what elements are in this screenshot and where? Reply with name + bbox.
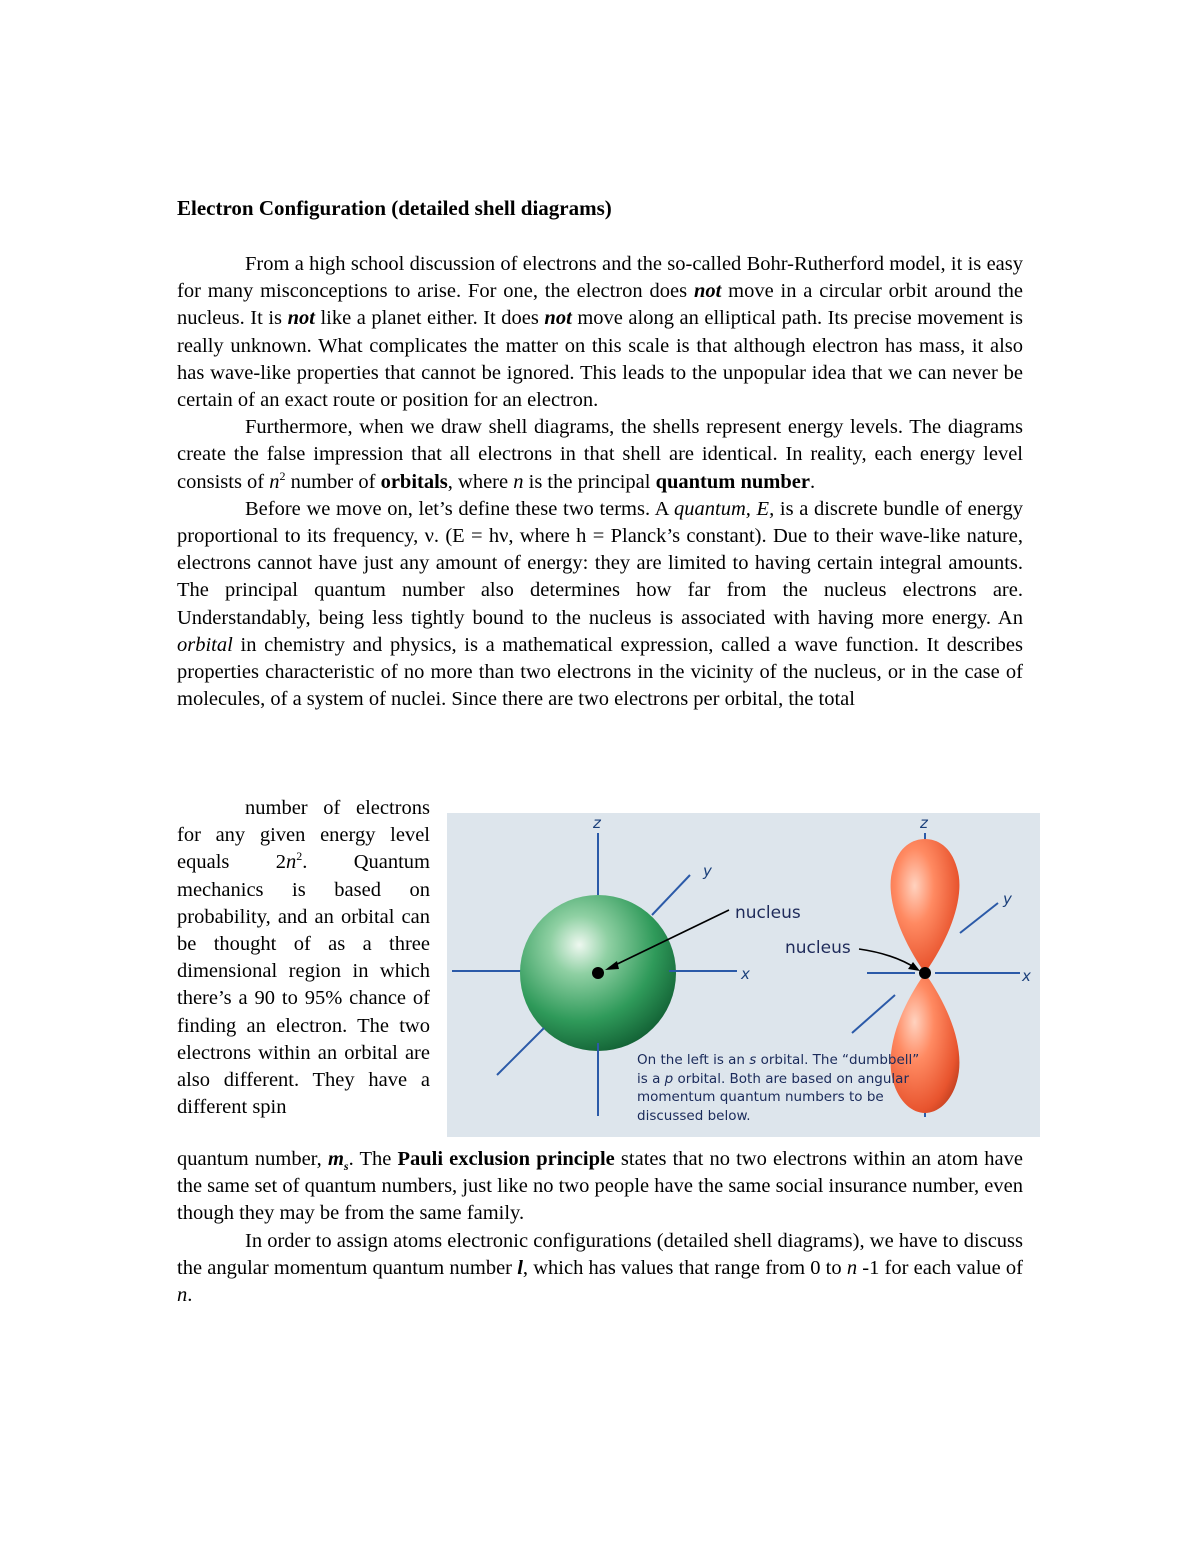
text-run: number of electrons for any given energy level equals 2 xyxy=(177,797,430,874)
s-z-label: z xyxy=(593,814,601,832)
text-run: quantum number xyxy=(655,470,810,493)
text-run: not xyxy=(544,307,572,330)
text-run: n xyxy=(177,1284,188,1307)
body-text-top xyxy=(177,251,1023,713)
text-run: in chemistry and physics, is a mathematical expression, called a wave function. It describes properties characteristic of no more than two electrons in the vicinity of the nucleus, or in the case of molecules, of a system of nuclei. Since there are two electrons per orbital, the total xyxy=(177,633,1023,711)
text-run: -1 for each value of xyxy=(857,1256,1024,1279)
text-run: 2 xyxy=(279,468,286,483)
text-run: quantum, E, xyxy=(674,497,775,520)
p-x-label: x xyxy=(1022,967,1031,985)
p-y-axis-lower xyxy=(852,995,895,1033)
paragraph-wrapped-column xyxy=(177,795,430,1121)
text-run: , where xyxy=(447,470,514,493)
text-run: From a high school discussion of electrons and the so-called Bohr-Rutherford model, it is easy for many misconceptions to arise. For one, the electron does xyxy=(177,253,1023,303)
text-run: Before we move on, let’s define these two terms. A xyxy=(245,497,674,520)
text-run: is a discrete bundle of energy proportional to its frequency, ν. (E = hν, where h = Planck’s constant). Due to their wave-like nature, electrons cannot have just any amount of energy: they are limited to having certain integral amounts. The principal quantum number also determines how far from the nucleus electrons are. Understandably, being less tightly bound to the nucleus is associated with having more energy. An xyxy=(177,497,1023,629)
text-run: l xyxy=(517,1256,523,1279)
paragraph-pauli-exclusion xyxy=(177,1146,1023,1228)
text-run: , which has values that range from 0 to xyxy=(522,1256,847,1279)
paragraph-shell-diagrams xyxy=(177,414,1023,496)
p-nucleus-arrowhead xyxy=(908,962,920,971)
p-y-axis-upper xyxy=(960,903,998,933)
text-run: quantum number, xyxy=(177,1148,328,1170)
text-run: n xyxy=(513,470,524,493)
s-y-label: y xyxy=(703,862,712,880)
text-run: . xyxy=(187,1284,193,1307)
paragraph-quantum-definition xyxy=(177,496,1023,714)
text-run: 2 xyxy=(296,849,303,864)
text-run: orbitals xyxy=(380,470,448,493)
text-run: . The xyxy=(348,1148,398,1170)
s-y-axis-upper xyxy=(652,875,690,915)
text-run: m xyxy=(327,1148,344,1170)
p-nucleus-arrow xyxy=(859,949,917,969)
body-text-bottom xyxy=(177,1146,1023,1309)
text-run: In order to assign atoms electronic configurations (detailed shell diagrams), we have to discuss the angular momentum quantum number xyxy=(177,1229,1023,1279)
p-z-label: z xyxy=(920,814,928,832)
text-run: states that no two electrons within an atom have the same set of quantum numbers, just like no two people have the same social insurance number, even though they may be from the same family. xyxy=(177,1148,1023,1225)
paragraph-angular-momentum xyxy=(177,1228,1023,1310)
text-run: like a planet either. It does xyxy=(314,307,545,330)
text-run: orbital. The “dumbbell” is a xyxy=(637,1052,920,1087)
text-run: move along an elliptical path. Its precise movement is really unknown. What complicates the matter on this scale is that although electron has mass, it also has wave-like properties that cannot be ignored. This leads to the unpopular idea that we can never be certain of an exact route or position for an electron. xyxy=(177,307,1023,412)
document-title: Electron Configuration (detailed shell diagrams) xyxy=(177,196,612,220)
text-run: Furthermore, when we draw shell diagrams, the shells represent energy levels. The diagrams create the false impression that all electrons in that shell are identical. In reality, each energy level consists of xyxy=(177,416,1023,493)
figure-caption xyxy=(637,1051,927,1125)
text-run: not xyxy=(693,280,722,303)
text-run: n xyxy=(269,470,280,493)
text-run: not xyxy=(287,307,315,330)
text-run: number of xyxy=(285,470,381,493)
text-run: p xyxy=(664,1070,674,1087)
text-run: s xyxy=(343,1159,349,1174)
text-run: orbital xyxy=(177,633,233,656)
p-nucleus-dot xyxy=(919,967,931,979)
p-y-label: y xyxy=(1003,890,1012,908)
paragraph-bohr-misconceptions xyxy=(177,251,1023,414)
p-orbital-upper-lobe xyxy=(891,839,960,973)
text-run: . xyxy=(809,470,816,493)
s-y-axis-lower xyxy=(497,1028,544,1075)
s-nucleus-dot xyxy=(592,967,604,979)
p-nucleus-label: nucleus xyxy=(785,938,851,958)
s-x-label: x xyxy=(741,965,750,983)
text-run: . Quantum mechanics is based on probability, and an orbital can be thought of as a three dimensional region in which there’s a 90 to 95% chance of finding an electron. The two electrons within an orbital are also different. They have a different spin xyxy=(177,851,431,1119)
text-run: move in a circular orbit around the nucleus. It is xyxy=(177,280,1024,330)
text-run: n xyxy=(846,1256,858,1279)
text-run: orbital. Both are based on angular momentum quantum numbers to be discussed below. xyxy=(637,1070,910,1124)
text-run: n xyxy=(285,851,297,874)
s-nucleus-label: nucleus xyxy=(735,903,801,923)
orbital-figure xyxy=(447,813,1040,1137)
text-run: s xyxy=(749,1052,757,1068)
text-run: On the left is an xyxy=(637,1052,750,1068)
text-run: Pauli exclusion principle xyxy=(397,1148,615,1170)
text-run: is the principal xyxy=(523,470,656,493)
